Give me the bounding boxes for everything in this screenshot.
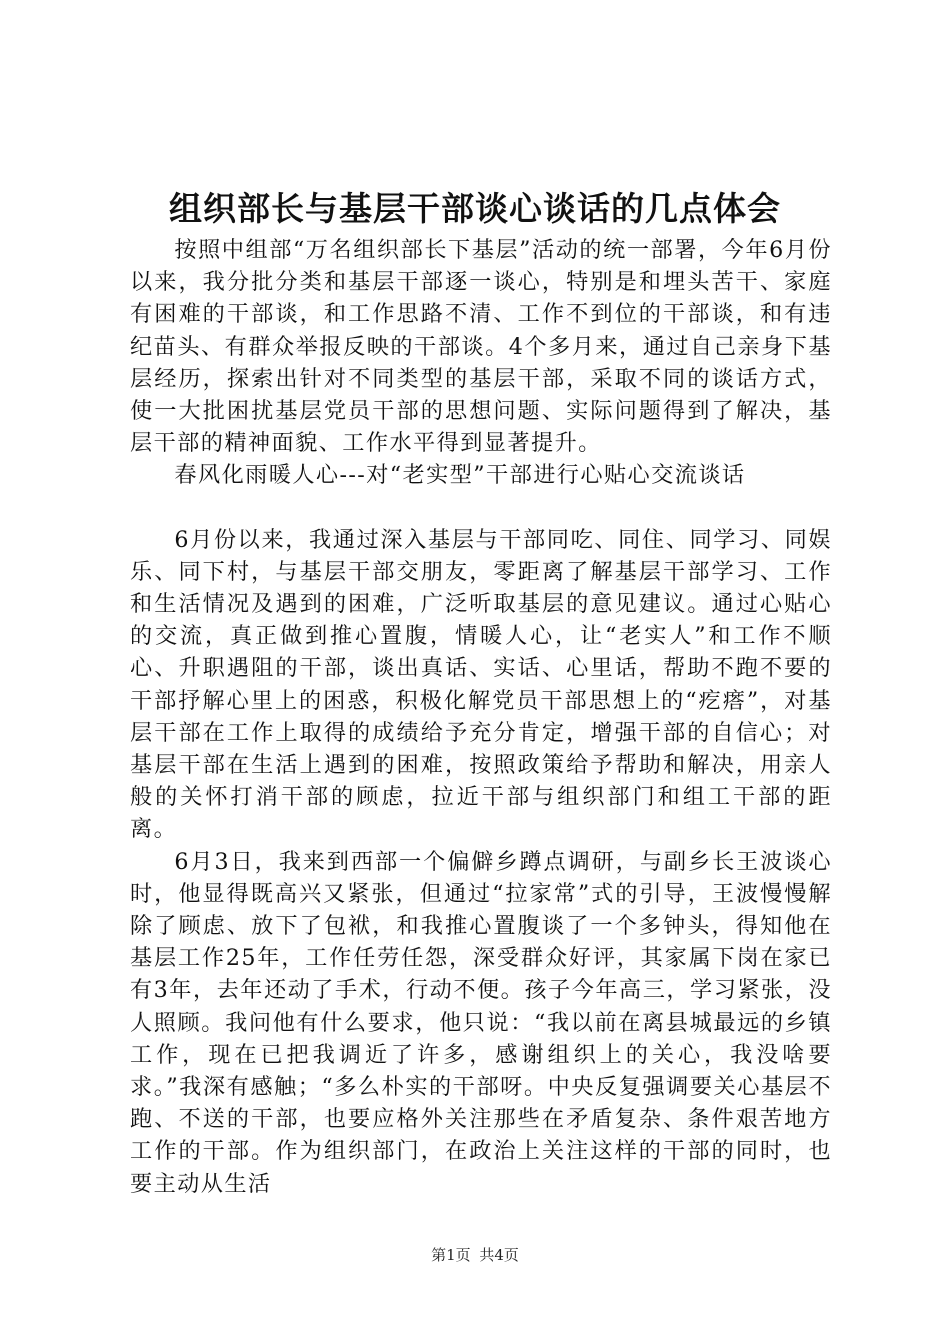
- blank-line: [130, 492, 832, 524]
- document-body: [130, 234, 832, 1200]
- page-number: 第1页: [431, 1246, 471, 1264]
- page-footer: [0, 1245, 950, 1265]
- section-heading: 春风化雨暖人心---对“老实型”干部进行心贴心交流谈话: [174, 462, 746, 489]
- body-paragraph: 6月份以来，我通过深入基层与干部同吃、同住、同学习、同娱乐、同下村，与基层干部交朋友，零距离了解基层干部学习、工作和生活情况及遇到的困难，广泛听取基层的意见建议。通过心贴心的交流，真正做到推心置腹，情暖人心，让“老实人”和工作不顺心、升职遇阻的干部，谈出真话、实话、心里话，帮助不跑不要的干部抒解心里上的困惑，积极化解党员干部思想上的“疙瘩”，对基层干部在工作上取得的成绩给予充分肯定，增强干部的自信心；对基层干部在生活上遇到的困难，按照政策给予帮助和解决，用亲人般的关怀打消干部的顾虑，拉近干部与组织部门和组工干部的距离。: [130, 526, 832, 843]
- document-title: 组织部长与基层干部谈心谈话的几点体会: [169, 189, 781, 228]
- page-total: 共4页: [479, 1246, 519, 1264]
- intro-paragraph: 按照中组部“万名组织部长下基层”活动的统一部署，今年6月份以来，我分批分类和基层干部逐一谈心，特别是和埋头苦干、家庭有困难的干部谈，和工作思路不清、工作不到位的干部谈，和有违纪苗头、有群众举报反映的干部谈。4个多月来，通过自己亲身下基层经历，探索出针对不同类型的基层干部，采取不同的谈话方式，使一大批困扰基层党员干部的思想问题、实际问题得到了解决，基层干部的精神面貌、工作水平得到显著提升。: [130, 237, 832, 457]
- body-paragraph: 6月3日，我来到西部一个偏僻乡蹲点调研，与副乡长王波谈心时，他显得既高兴又紧张，但通过“拉家常”式的引导，王波慢慢解除了顾虑、放下了包袱，和我推心置腹谈了一个多钟头，得知他在基层工作25年，工作任劳任怨，深受群众好评，其家属下岗在家已有3年，去年还动了手术，行动不便。孩子今年高三，学习紧张，没人照顾。我问他有什么要求，他只说：“我以前在离县城最远的乡镇工作，现在已把我调近了许多，感谢组织上的关心，我没啥要求。”我深有感触；“多么朴实的干部呀。中央反复强调要关心基层不跑、不送的干部，也要应格外关注那些在矛盾复杂、条件艰苦地方工作的干部。作为组织部门，在政治上关注这样的干部的同时，也要主动从生活: [130, 848, 832, 1197]
